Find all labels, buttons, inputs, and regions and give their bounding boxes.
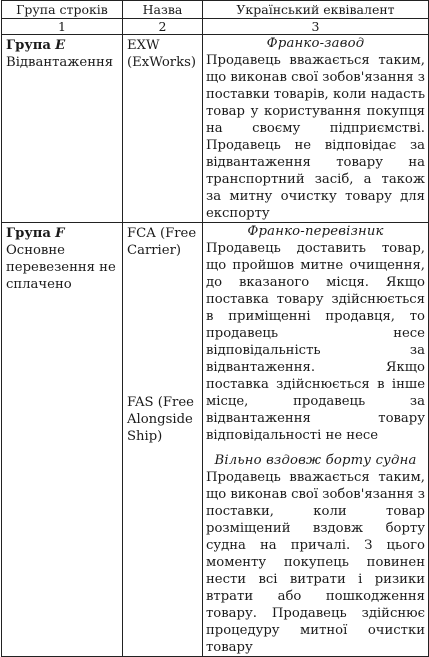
term-ukr-description: Продавець вважається таким, що виконав свої зобов'язання з поставки товарів, коли надасть товар у користування покупця на своєму підприємстві. Продавець не відповідає за відвантаження товару на транспортний засіб, а також за митну очистку товару для експорту bbox=[206, 53, 425, 221]
table-row bbox=[2, 35, 429, 223]
term-name: FCA (Free Carrier) bbox=[127, 226, 197, 258]
term-name: FAS (Free Alongside Ship) bbox=[127, 395, 194, 444]
group-label: Група bbox=[6, 38, 51, 53]
term-name: EXW (ExWorks) bbox=[127, 38, 197, 70]
group-description: Основне перевезення не сплачено bbox=[6, 243, 116, 292]
term-ukr-cell bbox=[203, 35, 429, 223]
header-row bbox=[2, 1, 429, 19]
header-ukr: Український еквівалент bbox=[203, 1, 429, 19]
column-number-row bbox=[2, 19, 429, 35]
column-number-1: 1 bbox=[2, 19, 123, 35]
group-letter: F bbox=[55, 226, 65, 241]
header-group: Група строків bbox=[2, 1, 123, 19]
term-ukr-title: Франко-перевізник bbox=[247, 224, 384, 239]
group-letter: E bbox=[55, 38, 66, 53]
term-name-cell bbox=[123, 223, 203, 657]
group-cell bbox=[2, 35, 123, 223]
term-ukr-description: Продавець вважається таким, що виконав свої зобов'язання з поставки, коли товар розміщений вздовж борту судна на причалі. З цього моменту покупець повинен нести всі витрати і ризики втрати або пошкодження товару. Продавець здійснює процедуру митної очистки товару bbox=[206, 470, 425, 655]
group-description: Відвантаження bbox=[6, 55, 114, 70]
term-name-cell bbox=[123, 35, 203, 223]
term-ukr-description: Продавець доставить товар, що пройшов митне очищення, до вказаного місця. Якщо поставка товару здійснюється в приміщенні продавця, то продавець несе відповідальність за відвантаження. Якщо поставка здійснюється в інше місце, продавець за відвантаження товару відповідальності не несе bbox=[206, 241, 425, 443]
incoterms-table bbox=[1, 0, 429, 657]
group-label: Група bbox=[6, 226, 51, 241]
header-name: Назва bbox=[123, 1, 203, 19]
table-row bbox=[2, 223, 429, 657]
column-number-2: 2 bbox=[123, 19, 203, 35]
group-cell bbox=[2, 223, 123, 657]
column-number-3: 3 bbox=[203, 19, 429, 35]
term-ukr-cell bbox=[203, 223, 429, 657]
term-ukr-title: Вільно вздовж борту судна bbox=[214, 453, 417, 468]
term-ukr-title: Франко-завод bbox=[266, 36, 365, 51]
